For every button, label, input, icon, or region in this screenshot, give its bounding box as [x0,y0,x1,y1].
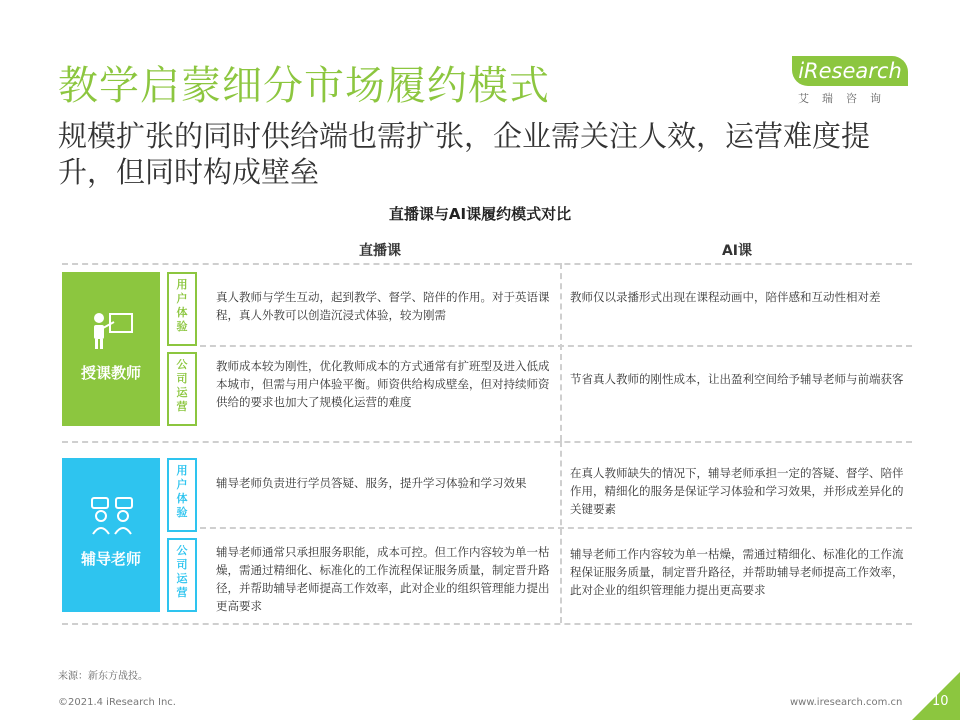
column-divider [560,441,562,623]
cell-tutor-ux-live: 辅导老师负责进行学员答疑、服务，提升学习体验和学习效果 [216,476,527,490]
page-title: 教学启蒙细分市场履约模式 [58,63,550,109]
column-header-ai: AI课 [721,243,753,259]
role-label: 授课教师 [80,364,141,382]
sublabel-user-experience: 用户体验 [167,458,197,532]
source-note: 来源：新东方战投。 [58,671,148,682]
cell-teacher-ux-live: 真人教师与学生互动，起到教学、督学、陪伴的作用。对于英语课程，真人外教可以创造沉浸式体验，较为刚需 [216,290,550,322]
tutor-chat-icon [90,496,134,536]
cell-teacher-ux-ai: 教师仅以录播形式出现在课程动画中，陪伴感和互动性相对差 [570,290,881,304]
divider [200,345,912,347]
sublabel-company-operation: 公司运营 [167,538,197,612]
page-subtitle: 规模扩张的同时供给端也需扩张，企业需关注人效，运营难度提升，但同时构成壁垒 [58,119,871,189]
page-number: 10 [932,694,949,709]
divider [62,441,912,443]
sublabel-user-experience: 用户体验 [167,272,197,346]
role-label: 辅导老师 [80,550,141,568]
role-block-teacher [62,272,160,426]
column-header-live: 直播课 [359,243,401,259]
logo-cn: 艾瑞咨询 [798,92,894,105]
copyright: ©2021.4 iResearch Inc. [58,697,176,708]
divider [62,623,912,625]
website-url: www.iresearch.com.cn [790,697,903,708]
cell-tutor-ops-ai: 辅导老师工作内容较为单一枯燥，需通过精细化、标准化的工作流程保证服务质量，制定晋升路径，并帮助辅导老师提高工作效率，此对企业的组织管理能力提出更高要求 [570,547,904,597]
logo-word: iResearch [792,56,908,86]
cell-tutor-ops-live: 辅导老师通常只承担服务职能，成本可控。但工作内容较为单一枯燥，需通过精细化、标准化的工作流程保证服务质量，制定晋升路径，并帮助辅导老师提高工作效率，此对企业的组织管理能力提出更高要求 [216,545,550,613]
role-block-tutor [62,458,160,612]
cell-teacher-ops-live: 教师成本较为刚性，优化教师成本的方式通常有扩班型及进入低成本城市，但需与用户体验平衡。师资供给构成壁垒，但对持续师资供给的要求也加大了规模化运营的难度 [216,359,550,409]
divider [62,263,912,265]
column-divider [560,263,562,441]
teacher-board-icon [90,310,134,350]
divider [200,527,912,529]
sublabel-company-operation: 公司运营 [167,352,197,426]
iresearch-logo [792,52,912,106]
cell-tutor-ux-ai: 在真人教师缺失的情况下，辅导老师承担一定的答疑、督学、陪伴作用，精细化的服务是保证学习体验和学习效果，并形成差异化的关键要素 [570,466,904,516]
table-title: 直播课与AI课履约模式对比 [388,205,572,223]
cell-teacher-ops-ai: 节省真人教师的刚性成本，让出盈利空间给予辅导老师与前端获客 [570,372,904,386]
